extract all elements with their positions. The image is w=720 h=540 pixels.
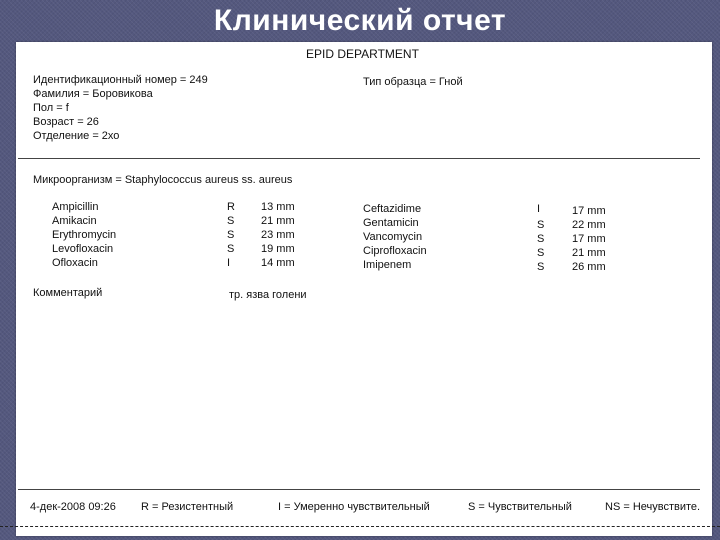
footer-divider [18,489,700,490]
drug-result: I [537,203,541,215]
patient-ward: Отделение = 2хо [33,130,120,142]
drug-zone: 21 mm [261,215,295,227]
drug-zone: 26 mm [572,261,606,273]
drug-result: S [227,215,235,227]
drug-name: Gentamicin [363,217,419,229]
section-divider [18,158,700,159]
report-date: 4-дек-2008 09:26 [30,501,116,513]
organism: Микроорганизм = Staphylococcus aureus ss. aureus [33,174,293,186]
patient-sex: Пол = f [33,102,69,114]
drug-name: Levofloxacin [52,243,114,255]
slide-title: Клинический отчет [213,4,507,37]
drug-name: Erythromycin [52,229,117,241]
report-sheet [16,42,712,536]
legend-resistant: R = Резистентный [141,501,234,513]
drug-result: S [537,247,545,259]
drug-zone: 22 mm [572,219,606,231]
drug-name: Ceftazidime [363,203,422,215]
drug-name: Amikacin [52,215,97,227]
legend-sensitive: S = Чувствительный [468,501,572,513]
comment-text: тр. язва голени [229,289,307,301]
drug-zone: 14 mm [261,257,295,269]
drug-name: Ciprofloxacin [363,245,427,257]
dashed-divider [0,526,720,527]
drug-result: S [537,233,545,245]
comment-label: Комментарий [33,287,103,299]
patient-id: Идентификационный номер = 249 [33,74,208,86]
drug-zone: 21 mm [572,247,606,259]
drug-result: S [227,229,235,241]
patient-age: Возраст = 26 [33,116,99,128]
legend-intermediate: I = Умеренно чувствительный [278,501,430,513]
legend-nonsusceptible: NS = Нечувствите. [605,501,701,513]
drug-zone: 13 mm [261,201,295,213]
drug-result: S [537,261,545,273]
drug-name: Ofloxacin [52,257,98,269]
drug-result: S [537,219,545,231]
sample-type: Тип образца = Гной [363,76,463,88]
department-header: EPID DEPARTMENT [306,47,419,61]
drug-zone: 17 mm [572,205,606,217]
drug-name: Vancomycin [363,231,423,243]
drug-result: R [227,201,235,213]
drug-zone: 19 mm [261,243,295,255]
drug-result: I [227,257,231,269]
drug-name: Ampicillin [52,201,99,213]
drug-zone: 23 mm [261,229,295,241]
patient-surname: Фамилия = Боровикова [33,88,153,100]
drug-name: Imipenem [363,259,412,271]
drug-zone: 17 mm [572,233,606,245]
drug-result: S [227,243,235,255]
